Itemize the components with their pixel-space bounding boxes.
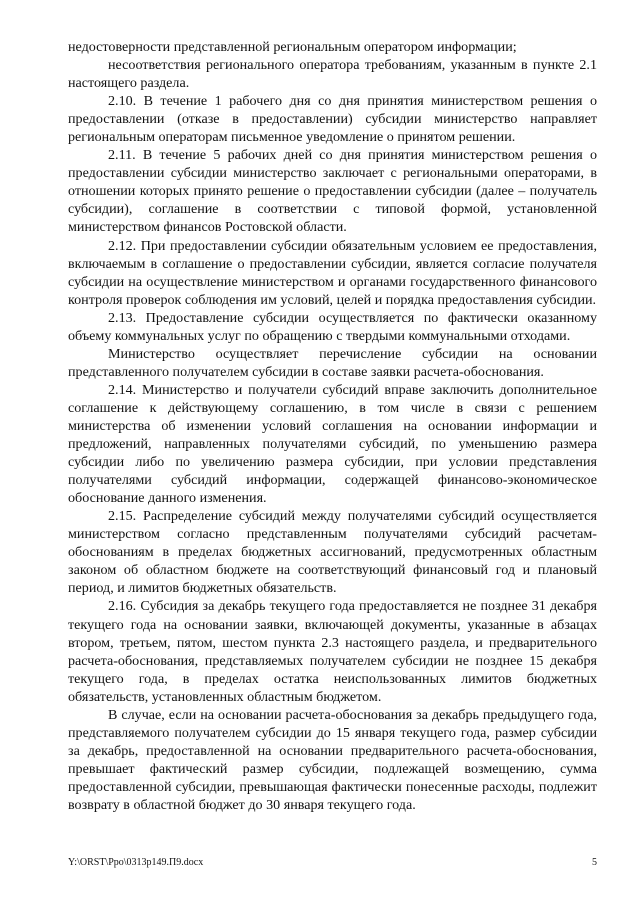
paragraph-continuation: недостоверности представленной региональным оператором информации; [68,39,517,55]
footer-file-path: Y:\ORST\Ppo\0313p149.П9.docx [68,857,204,868]
paragraph-2-11: 2.11. В течение 5 рабочих дней со дня принятия министерством решения о предоставлении субсидии министерство заключает с региональными операторами, в отношении которых принято решение о предоставлении субсидии (далее – получатель субсидии), соглашение в соответствии с типовой формой, установленной министерством финансов Ростовской области. [68,147,597,236]
paragraph-2-16: 2.16. Субсидия за декабрь текущего года предоставляется не позднее 31 декабря текущего года на основании заявки, включающей документы, указанные в абзацах втором, третьем, пятом, шестом пункта 2.3 настоящего раздела, и предварительного расчета-обоснования, представляемых получателем субсидии не позднее 15 декабря текущего года, в пределах остатка неиспользованных лимитов бюджетных обязательств, установленных областным бюджетом. [68,598,597,705]
paragraph-2-13-cont: Министерство осуществляет перечисление субсидии на основании представленного получателем субсидии в составе заявки расчета-обоснования. [68,345,597,380]
paragraph-item: несоответствия регионального оператора требованиям, указанным в пункте 2.1 настоящего раздела. [68,57,597,92]
paragraph-2-16-cont: В случае, если на основании расчета-обоснования за декабрь предыдущего года, представляемого получателем субсидии до 15 января текущего года, размер субсидии за декабрь, предоставленной на основании предварительного расчета-обоснования, превышает фактический размер субсидии, подлежащей возмещению, сумма предоставленной субсидии, превышающая фактически понесенные расходы, подлежит возврату в областной бюджет до 30 января текущего года. [68,706,597,813]
paragraph-2-12: 2.12. При предоставлении субсидии обязательным условием ее предоставления, включаемым в соглашение о предоставлении субсидии, является согласие получателя субсидии на осуществление министерством и органами государственного финансового контроля проверок соблюдения им условий, целей и порядка предоставления субсидии. [68,237,597,308]
document-body [68,38,597,814]
paragraph-2-10: 2.10. В течение 1 рабочего дня со дня принятия министерством решения о предоставлении (отказе в предоставлении) субсидии министерство направляет региональным операторам письменное уведомление о принятом решении. [68,93,597,146]
paragraph-2-13: 2.13. Предоставление субсидии осуществляется по фактически оказанному объему коммунальных услуг по обращению с твердыми коммунальными отходами. [68,309,597,344]
page-number: 5 [592,857,597,868]
paragraph-2-15: 2.15. Распределение субсидий между получателями субсидий осуществляется министерством согласно представленным получателями субсидий расчетам-обоснованиям в пределах бюджетных ассигнований, предусмотренных областным законом об областном бюджете на соответствующий финансовый год и плановый период, и лимитов бюджетных обязательств. [68,508,597,597]
paragraph-2-14: 2.14. Министерство и получатели субсидий вправе заключить дополнительное соглашение к действующему соглашению, в том числе в связи с решением министерства об изменении условий соглашения на основании информации и предложений, направленных получателями субсидий, по уменьшению размера субсидии либо по увеличению размера субсидии, при условии представления получателями субсидий информации, содержащей финансово-экономическое обоснование данного изменения. [68,381,597,507]
page-footer [68,857,597,868]
